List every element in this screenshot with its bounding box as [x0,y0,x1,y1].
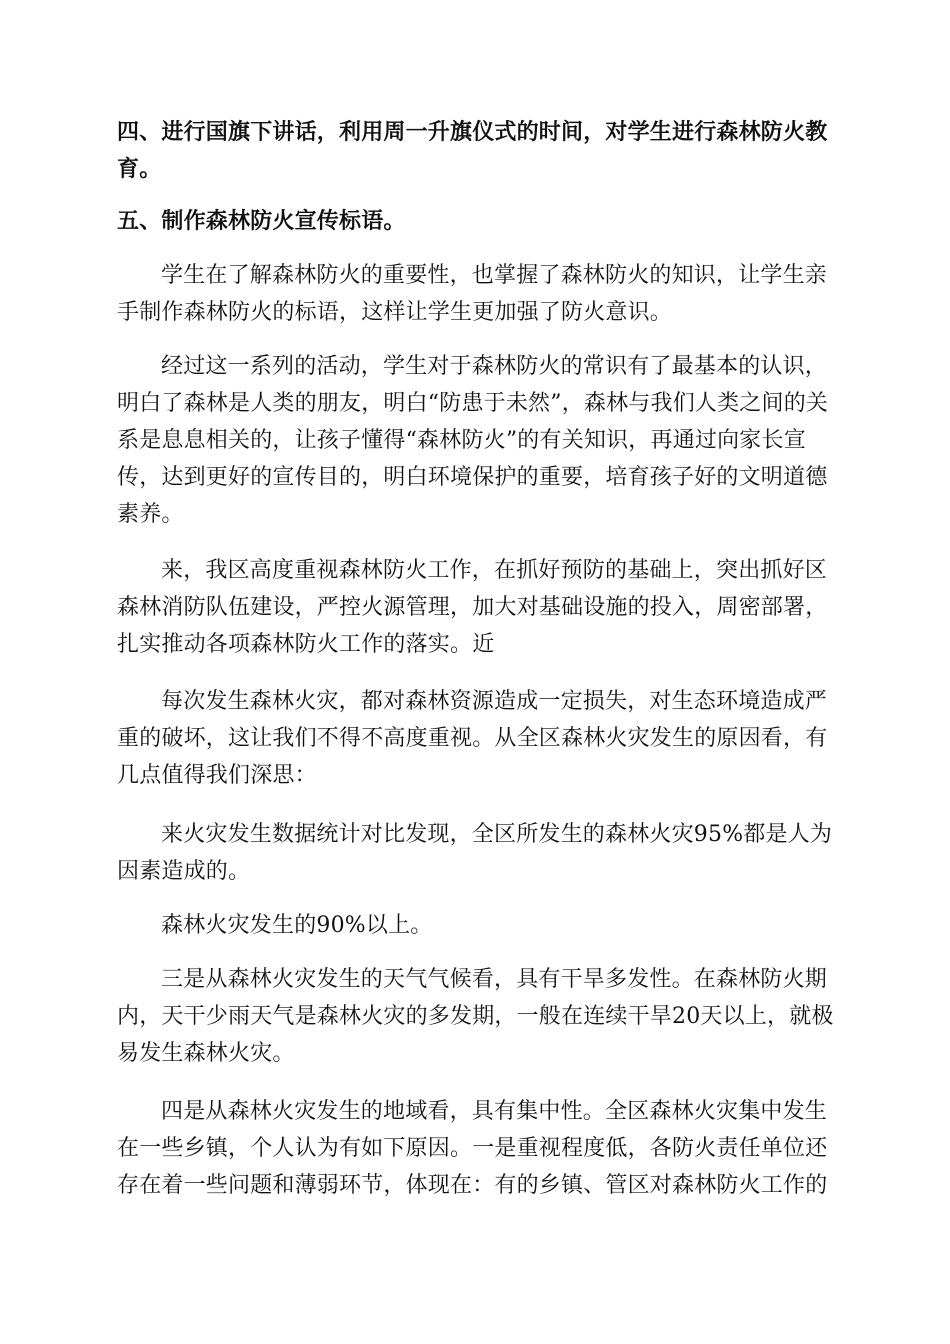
paragraph-slogan-making: 学生在了解森林防火的重要性，也掌握了森林防火的知识，让学生亲手制作森林防火的标语，这样让学生更加强了防火意识。 [117,263,828,325]
paragraph-ninety-percent: 森林火灾发生的90%以上。 [161,913,433,938]
heading-section-five: 五、制作森林防火宣传标语。 [117,209,406,234]
heading-section-four: 四、进行国旗下讲话，利用周一升旗仪式的时间，对学生进行森林防火教育。 [117,120,828,182]
paragraph-regional-factor: 四是从森林火灾发生的地域看，具有集中性。全区森林火灾集中发生在一些乡镇，个人认为有如下原因。一是重视程度低，各防火责任单位还存在着一些问题和薄弱环节，体现在：有的乡镇、管区对森林防火工作的 [117,1099,828,1198]
paragraph-weather-factor: 三是从森林火灾发生的天气气候看，具有干旱多发性。在森林防火期内，天干少雨天气是森林火灾的多发期，一般在连续干旱20天以上，就极易发生森林火灾。 [117,967,834,1066]
paragraph-human-factors: 来火灾发生数据统计对比发现，全区所发生的森林火灾95%都是人为因素造成的。 [117,822,833,884]
paragraph-activity-summary: 经过这一系列的活动，学生对于森林防火的常识有了最基本的认识，明白了森林是人类的朋友，明白“防患于未然”，森林与我们人类之间的关系是息息相关的，让孩子懂得“森林防火”的有关知识，再通过向家长宣传，达到更好的宣传目的，明白环境保护的重要，培育孩子好的文明道德素养。 [117,354,829,527]
paragraph-fire-loss: 每次发生森林火灾，都对森林资源造成一定损失，对生态环境造成严重的破坏，这让我们不得不高度重视。从全区森林火灾发生的原因看，有几点值得我们深思： [117,689,828,788]
paragraph-district-work: 来，我区高度重视森林防火工作，在抓好预防的基础上，突出抓好区森林消防队伍建设，严控火源管理，加大对基础设施的投入，周密部署，扎实推动各项森林防火工作的落实。近 [117,558,828,657]
